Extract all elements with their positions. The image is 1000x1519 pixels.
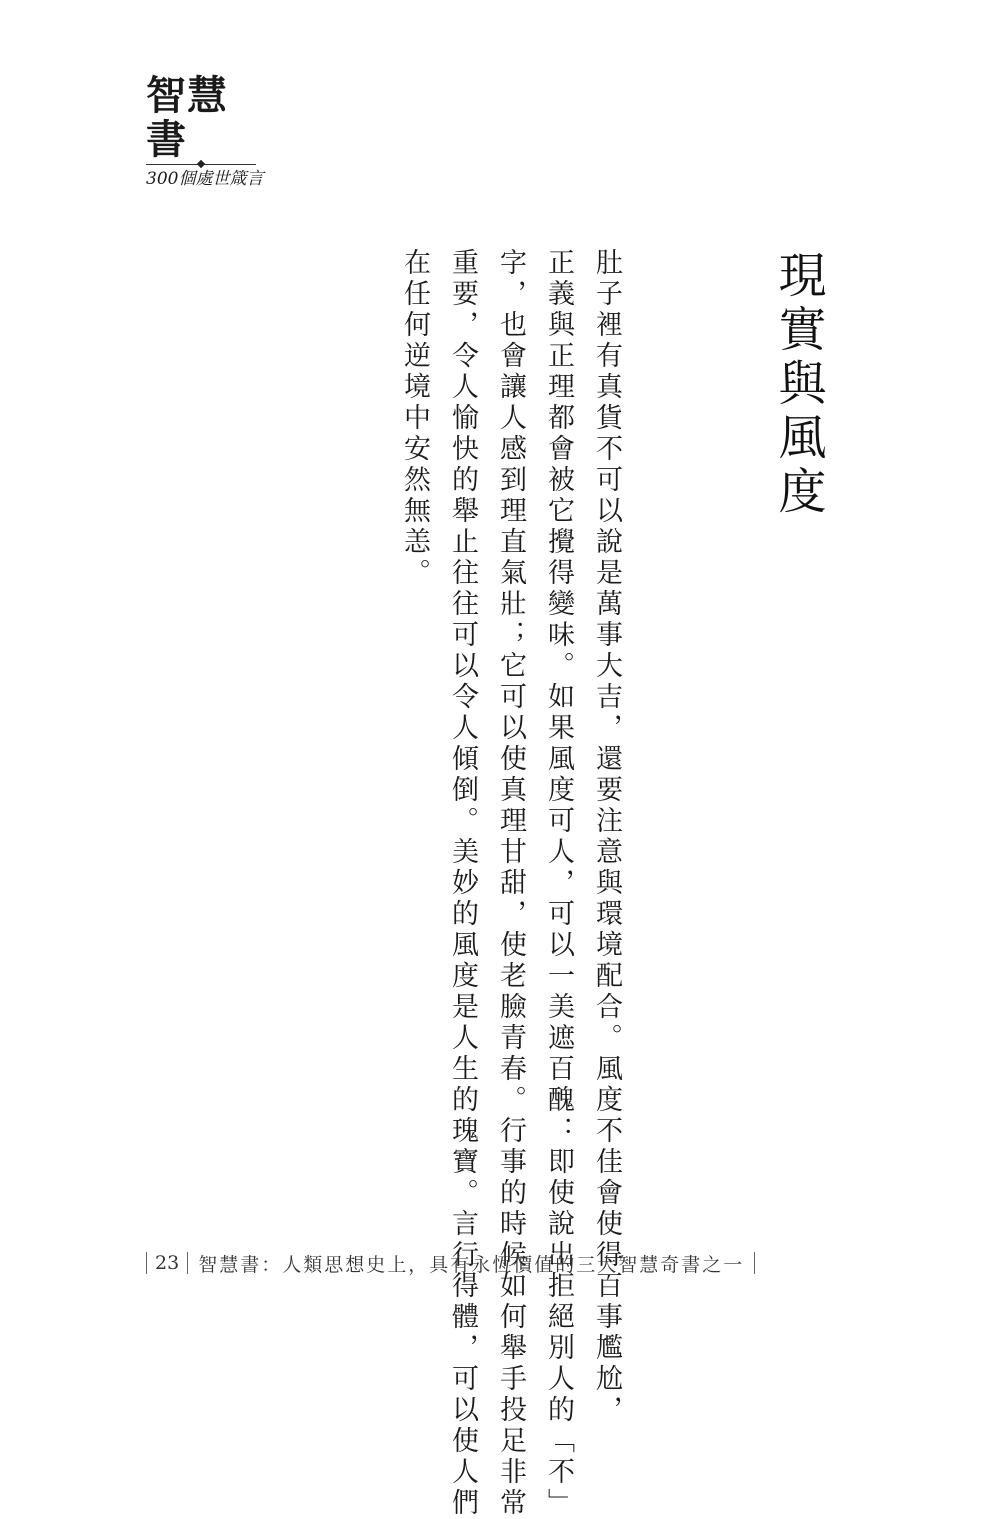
book-logo <box>146 74 266 190</box>
page-number: 23 <box>155 1252 180 1274</box>
body-text <box>390 248 630 1519</box>
section-headline: 現實與風度 <box>770 250 826 520</box>
body-column: 在任何逆境中安然無恙。 <box>399 248 430 589</box>
body-column: 字，也會讓人感到理直氣壯；它可以使真理甘甜，使老臉青春。行事的時候如何舉手投足非常 <box>495 248 526 1519</box>
logo-title: 智慧書 <box>146 72 228 163</box>
body-column: 肚子裡有真貨不可以說是萬事大吉，還要注意與環境配合。風度不佳會使得百事尷尬， <box>591 248 622 1426</box>
body-column: 重要，令人愉快的舉止往往可以令人傾倒。美妙的風度是人生的瑰寶。言行得體，可以使人們 <box>447 248 478 1519</box>
footer-book-subtitle: 智慧書：人類思想史上，具有永恆價值的三大智慧奇書之一 <box>198 1253 745 1276</box>
footer-divider <box>754 1252 755 1274</box>
body-column: 正義與正理都會被它攪得變味。如果風度可人，可以一美遮百醜：即使說出拒絕別人的「不」 <box>543 248 574 1519</box>
page-footer <box>146 1250 755 1276</box>
logo-divider <box>146 164 256 165</box>
logo-subtitle: 300個處世箴言 <box>146 169 264 189</box>
